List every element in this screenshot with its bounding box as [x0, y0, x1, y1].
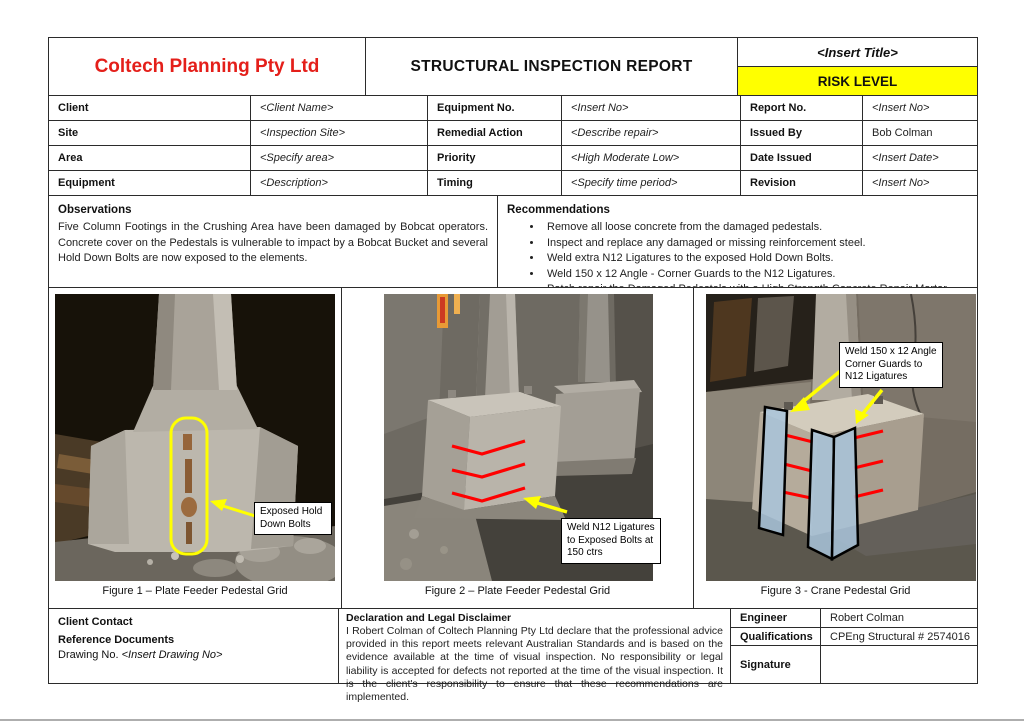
- recommendation-item: • Inspect and replace any damaged or missing reinforcement steel.: [543, 236, 968, 252]
- figure-3-photo: [706, 294, 976, 581]
- figure-1-caption: Figure 1 – Plate Feeder Pedestal Grid: [102, 585, 288, 597]
- field-label-remedial-action: Remedial Action: [427, 120, 562, 146]
- signature-label: Signature: [730, 645, 821, 684]
- field-label-issued-by: Issued By: [740, 120, 863, 146]
- field-value-remedial-action: <Describe repair>: [561, 120, 741, 146]
- footer-reference-cell: [48, 608, 339, 684]
- recommendation-item: • Weld 150 x 12 Angle - Corner Guards to the N12 Ligatures.: [543, 267, 968, 283]
- company-name: Coltech Planning Pty Ltd: [94, 55, 320, 77]
- field-value-site: <Inspection Site>: [250, 120, 428, 146]
- field-value-issued-by: Bob Colman: [862, 120, 978, 146]
- recommendation-item: • Remove all loose concrete from the damaged pedestals.: [543, 220, 968, 236]
- figure-1-photo: [55, 294, 335, 581]
- field-label-equipment-no: Equipment No.: [427, 95, 562, 121]
- callout-corner-guards: Weld 150 x 12 Angle Corner Guards to N12 Ligatures: [839, 342, 943, 388]
- reference-documents-label: Reference Documents: [58, 634, 175, 646]
- field-label-site: Site: [48, 120, 251, 146]
- risk-level-cell: [737, 66, 978, 96]
- field-label-area: Area: [48, 145, 251, 171]
- qualifications-value: CPEng Structural # 2574016: [820, 627, 978, 646]
- field-label-report-no: Report No.: [740, 95, 863, 121]
- field-value-equipment: <Description>: [250, 170, 428, 196]
- observations-body: Five Column Footings in the Crushing Area have been damaged by Bobcat operators. Concrete cover on the Pedestals is vulnerable to impact by a Bobcat Bucket and several Hold Down Bolts are now exposed to the elements.: [58, 221, 488, 264]
- signature-field: [820, 645, 978, 684]
- figure-2-cell: [341, 287, 694, 609]
- engineer-value: Robert Colman: [820, 608, 978, 628]
- report-title: STRUCTURAL INSPECTION REPORT: [410, 57, 693, 75]
- field-value-client: <Client Name>: [250, 95, 428, 121]
- field-label-revision: Revision: [740, 170, 863, 196]
- field-label-priority: Priority: [427, 145, 562, 171]
- field-value-area: <Specify area>: [250, 145, 428, 171]
- figure-3-caption: Figure 3 - Crane Pedestal Grid: [760, 585, 911, 597]
- figure-2-caption: Figure 2 – Plate Feeder Pedestal Grid: [424, 585, 611, 597]
- recommendation-item: • Weld extra N12 Ligatures to the exposed Hold Down Bolts.: [543, 251, 968, 267]
- report-table: [48, 37, 978, 704]
- recommendations-list: [507, 220, 968, 298]
- client-contact-label: Client Contact: [58, 616, 133, 628]
- recommendations-title: Recommendations: [507, 204, 610, 216]
- field-label-client: Client: [48, 95, 251, 121]
- field-value-priority: <High Moderate Low>: [561, 145, 741, 171]
- field-value-revision: <Insert No>: [862, 170, 978, 196]
- field-value-report-no: <Insert No>: [862, 95, 978, 121]
- field-value-date-issued: <Insert Date>: [862, 145, 978, 171]
- figure-1-cell: [48, 287, 342, 609]
- disclaimer-title: Declaration and Legal Disclaimer: [346, 612, 512, 624]
- disclaimer-body: I Robert Colman of Coltech Planning Pty Ltd declare that the professional advice provided in this report meets relevant Australian Standards and is based on the evidence available at the time of visual inspection. No responsibility or legal liability is accepted for defects not reported at the time of the visual inspection. It is the client's responsibility to ensure that these recommendations are implemented.: [346, 625, 723, 704]
- recommendations-section: [497, 195, 978, 288]
- insert-title-cell: [737, 37, 978, 67]
- risk-level-badge: RISK LEVEL: [738, 67, 977, 95]
- figure-2-photo: [384, 294, 653, 581]
- drawing-no-value: <Insert Drawing No>: [121, 649, 223, 661]
- observations-title: Observations: [58, 204, 132, 216]
- figure-1-photo-image: [55, 294, 335, 581]
- figure-3-cell: [693, 287, 978, 609]
- field-value-equipment-no: <Insert No>: [561, 95, 741, 121]
- drawing-no-label: Drawing No.: [58, 649, 119, 661]
- figure-3-photo-image: [706, 294, 976, 581]
- qualifications-label: Qualifications: [730, 627, 821, 646]
- engineer-label: Engineer: [730, 608, 821, 628]
- field-value-timing: <Specify time period>: [561, 170, 741, 196]
- callout-weld-ligatures: Weld N12 Ligatures to Exposed Bolts at 150 ctrs: [561, 518, 661, 564]
- company-logo-cell: [48, 37, 366, 96]
- field-label-equipment: Equipment: [48, 170, 251, 196]
- report-title-cell: [365, 37, 738, 96]
- page-edge-divider: [0, 719, 1024, 721]
- field-label-date-issued: Date Issued: [740, 145, 863, 171]
- disclaimer-cell: [338, 608, 731, 704]
- insert-title-placeholder: <Insert Title>: [817, 44, 898, 60]
- callout-exposed-bolts: Exposed Hold Down Bolts: [254, 502, 332, 535]
- field-label-timing: Timing: [427, 170, 562, 196]
- drawing-no-line: [49, 649, 338, 661]
- observations-section: [48, 195, 498, 288]
